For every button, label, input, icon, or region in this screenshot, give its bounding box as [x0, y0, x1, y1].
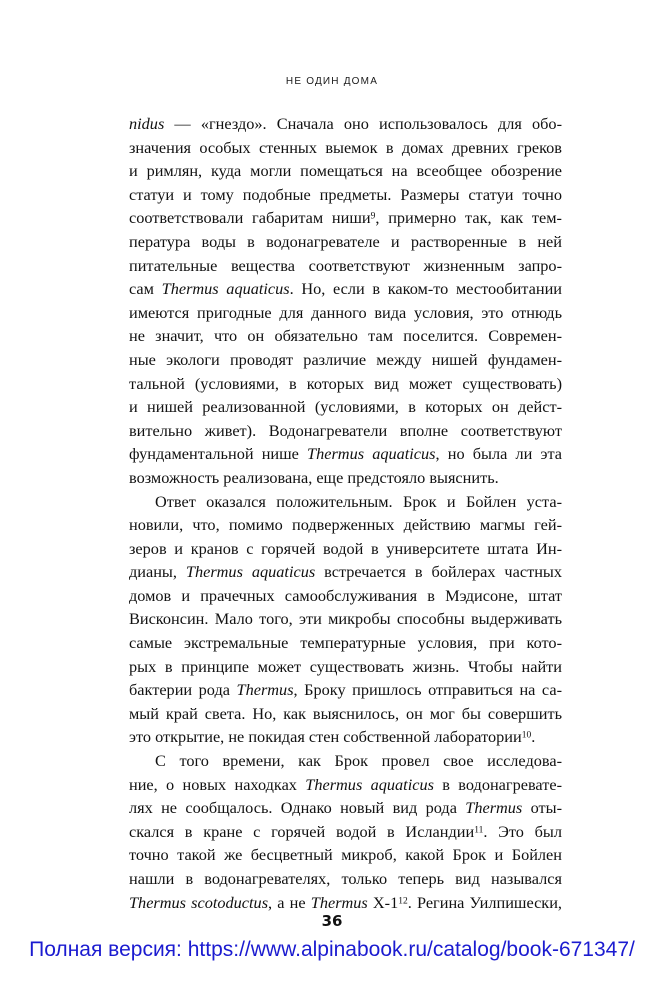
- italic-text: Thermus aquaticus: [185, 562, 316, 582]
- text-run: лях не сообщалось. Однако новый вид рода: [129, 798, 466, 818]
- text-run: X-1: [367, 892, 399, 912]
- text-line: [129, 442, 562, 466]
- italic-text: Thermus: [465, 798, 523, 818]
- text-line: [129, 301, 562, 325]
- text-line: [129, 820, 562, 844]
- text-line: [129, 183, 562, 207]
- text-run: вительно живет). Водонагреватели вполне соответствуют: [129, 420, 562, 440]
- text-run: Висконсин. Мало того, эти микробы способны выдерживать: [129, 609, 562, 629]
- text-run: скался в кране с горячей водой в Исландии: [129, 821, 475, 841]
- text-run: встречается в бойлерах частных: [315, 562, 562, 582]
- text-run: . Регина Уилпишески,: [407, 892, 562, 912]
- footnote-ref: 11: [474, 825, 484, 836]
- italic-text: nidus: [129, 114, 165, 133]
- text-run: самые экстремальные температурные условия, при кото-: [129, 633, 562, 653]
- text-line: [129, 395, 562, 419]
- running-head: НЕ ОДИН ДОМА: [285, 76, 379, 87]
- text-line: [129, 749, 562, 773]
- text-run: и нишей реализованной (условиями, в которых он дейст-: [129, 397, 562, 417]
- italic-text: Thermus scotoductus: [129, 892, 269, 912]
- text-line: [129, 466, 562, 490]
- italic-text: Thermus aquaticus: [305, 774, 434, 794]
- text-run: . Это был: [483, 821, 562, 841]
- text-run: , примерно так, как тем-: [375, 208, 562, 228]
- text-run: в водонагревате-: [433, 774, 562, 794]
- text-run: статуи и тому подобные предметы. Размеры статуи точно: [129, 184, 562, 204]
- text-run: рых в принципе может существовать жизнь. Чтобы найти: [129, 656, 562, 676]
- text-run: Ответ оказался положительным. Брок и Бойлен уста-: [155, 491, 562, 511]
- full-version-link[interactable]: [0, 938, 664, 962]
- text-line: [129, 230, 562, 254]
- text-run: бактерии рода: [129, 680, 237, 700]
- text-run: не значит, что он обязательно там поселится. Современ-: [129, 326, 562, 346]
- paragraph: [129, 490, 562, 750]
- text-run: сам: [129, 279, 162, 299]
- body-text: [129, 112, 562, 914]
- italic-text: Thermus aquaticus: [161, 279, 290, 299]
- text-line: [129, 277, 562, 301]
- text-line: [129, 419, 562, 443]
- footnote-ref: 9: [370, 212, 376, 223]
- text-line: [129, 490, 562, 514]
- full-version-url: https://www.alpinabook.ru/catalog/book-671347/: [187, 938, 635, 961]
- text-line: [129, 513, 562, 537]
- full-version-label: Полная версия:: [29, 938, 188, 961]
- text-line: [129, 796, 562, 820]
- text-run: дианы,: [129, 562, 186, 582]
- paragraph: [129, 749, 562, 914]
- page-number: 36: [321, 912, 343, 930]
- text-line: [129, 537, 562, 561]
- text-run: , но была ли эта: [435, 444, 562, 464]
- text-run: , а не: [268, 892, 311, 912]
- text-line: [129, 254, 562, 278]
- text-run: домов и прачечных самообслуживания в Мэдисоне, штат: [129, 585, 562, 605]
- text-line: [129, 206, 562, 230]
- footnote-ref: 12: [398, 896, 408, 907]
- text-run: имеются пригодные для данного вида условия, это отнюдь: [129, 302, 562, 322]
- text-line: [129, 112, 562, 136]
- text-run: — «гнездо». Сначала оно использовалось для обо-: [164, 114, 562, 133]
- paragraph: [129, 112, 562, 490]
- text-line: [129, 773, 562, 797]
- text-run: соответствовали габаритам ниши: [129, 208, 371, 228]
- text-run: питательные вещества соответствуют жизненным запро-: [129, 255, 562, 275]
- text-line: [129, 725, 562, 749]
- text-run: новили, что, помимо подверженных действию магмы гей-: [129, 515, 562, 535]
- text-run: зеров и кранов с горячей водой в университете штата Ин-: [129, 538, 562, 558]
- italic-text: Thermus aquaticus: [307, 444, 436, 464]
- text-line: [129, 560, 562, 584]
- text-run: .: [531, 727, 536, 747]
- text-line: [129, 631, 562, 655]
- text-line: [129, 867, 562, 891]
- text-run: мый край света. Но, как выяснилось, он мог бы совершить: [129, 703, 562, 723]
- text-run: возможность реализована, еще предстояло выяснить.: [129, 467, 499, 487]
- text-line: [129, 372, 562, 396]
- text-line: [129, 655, 562, 679]
- footnote-ref: 10: [521, 731, 532, 742]
- text-line: [129, 324, 562, 348]
- text-run: С того времени, как Брок провел свое исследова-: [155, 751, 562, 771]
- text-run: значения особых стенных выемок в домах древних греков: [129, 137, 562, 157]
- text-run: фундаментальной нише: [129, 444, 308, 464]
- text-run: ние, о новых находках: [129, 774, 306, 794]
- text-run: оты-: [522, 798, 562, 818]
- text-run: это открытие, не покидая стен собственной лаборатории: [129, 727, 522, 747]
- text-run: тальной (условиями, в которых вид может существовать): [129, 373, 562, 393]
- text-line: [129, 607, 562, 631]
- text-line: [129, 702, 562, 726]
- text-run: нашли в водонагревателях, только теперь вид назывался: [129, 869, 562, 888]
- italic-text: Thermus: [310, 892, 368, 912]
- italic-text: Thermus: [236, 680, 294, 700]
- text-line: [129, 136, 562, 160]
- text-line: [129, 159, 562, 183]
- text-run: и римлян, куда могли помещаться на всеобщее обозрение: [129, 161, 562, 181]
- text-run: точно такой же бесцветный микроб, какой Брок и Бойлен: [129, 845, 562, 865]
- text-run: пература воды в водонагревателе и растворенные в ней: [129, 231, 562, 251]
- text-run: . Но, если в каком-то местообитании: [289, 279, 562, 299]
- text-line: [129, 584, 562, 608]
- text-line: [129, 843, 562, 867]
- text-run: ные экологи проводят различие между нишей фундамен-: [129, 349, 562, 369]
- text-line: [129, 348, 562, 372]
- text-line: [129, 891, 562, 915]
- text-line: [129, 678, 562, 702]
- text-run: , Броку пришлось отправиться на са-: [293, 680, 562, 700]
